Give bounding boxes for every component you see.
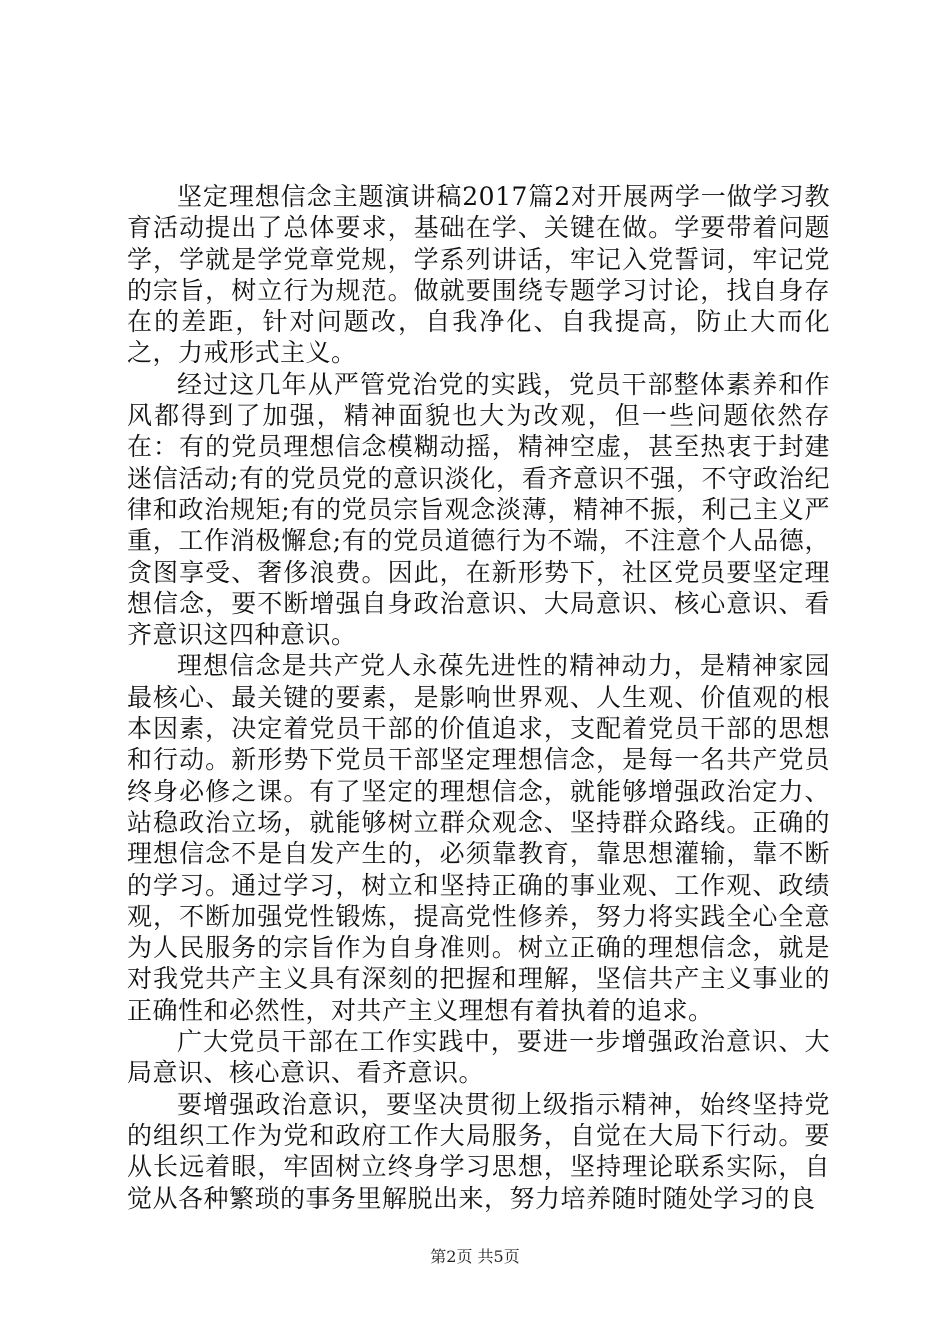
paragraph-3: 理想信念是共产党人永葆先进性的精神动力，是精神家园最核心、最关键的要素，是影响世界观、人生观、价值观的根本因素，决定着党员干部的价值追求，支配着党员干部的思想和行动。新形势下党员干部坚定理想信念，是每一名共产党员终身必修之课。有了坚定的理想信念，就能够增强政治定力、站稳政治立场，就能够树立群众观念、坚持群众路线。正确的理想信念不是自发产生的，必须靠教育，靠思想灌输，靠不断的学习。通过学习，树立和坚持正确的事业观、工作观、政绩观，不断加强党性锻炼，提高党性修养，努力将实践全心全意为人民服务的宗旨作为自身准则。树立正确的理想信念，就是对我党共产主义具有深刻的把握和理解，坚信共产主义事业的正确性和必然性，对共产主义理想有着执着的追求。 (127, 651, 830, 1025)
page-number-footer: 第2页 共5页 (430, 1247, 520, 1266)
paragraph-2: 经过这几年从严管党治党的实践，党员干部整体素养和作风都得到了加强，精神面貌也大为改观，但一些问题依然存在：有的党员理想信念模糊动摇，精神空虚，甚至热衷于封建迷信活动;有的党员党的意识淡化，看齐意识不强，不守政治纪律和政治规矩;有的党员宗旨观念淡薄，精神不振，利己主义严重，工作消极懈怠;有的党员道德行为不端，不注意个人品德，贪图享受、奢侈浪费。因此，在新形势下，社区党员要坚定理想信念，要不断增强自身政治意识、大局意识、核心意识、看齐意识这四种意识。 (127, 369, 830, 650)
paragraph-1: 坚定理想信念主题演讲稿2017篇2对开展两学一做学习教育活动提出了总体要求，基础在学、关键在做。学要带着问题学，学就是学党章党规，学系列讲话，牢记入党誓词，牢记党的宗旨，树立行为规范。做就要围绕专题学习讨论，找自身存在的差距，针对问题改，自我净化、自我提高，防止大而化之，力戒形式主义。 (127, 182, 830, 368)
document-body (127, 181, 830, 1214)
paragraph-5: 要增强政治意识，要坚决贯彻上级指示精神，始终坚持党的组织工作为党和政府工作大局服务，自觉在大局下行动。要从长远着眼，牢固树立终身学习思想，坚持理论联系实际，自觉从各种繁琐的事务里解脱出来，努力培养随时随处学习的良 (127, 1089, 830, 1213)
paragraph-4: 广大党员干部在工作实践中，要进一步增强政治意识、大局意识、核心意识、看齐意识。 (127, 1027, 830, 1088)
